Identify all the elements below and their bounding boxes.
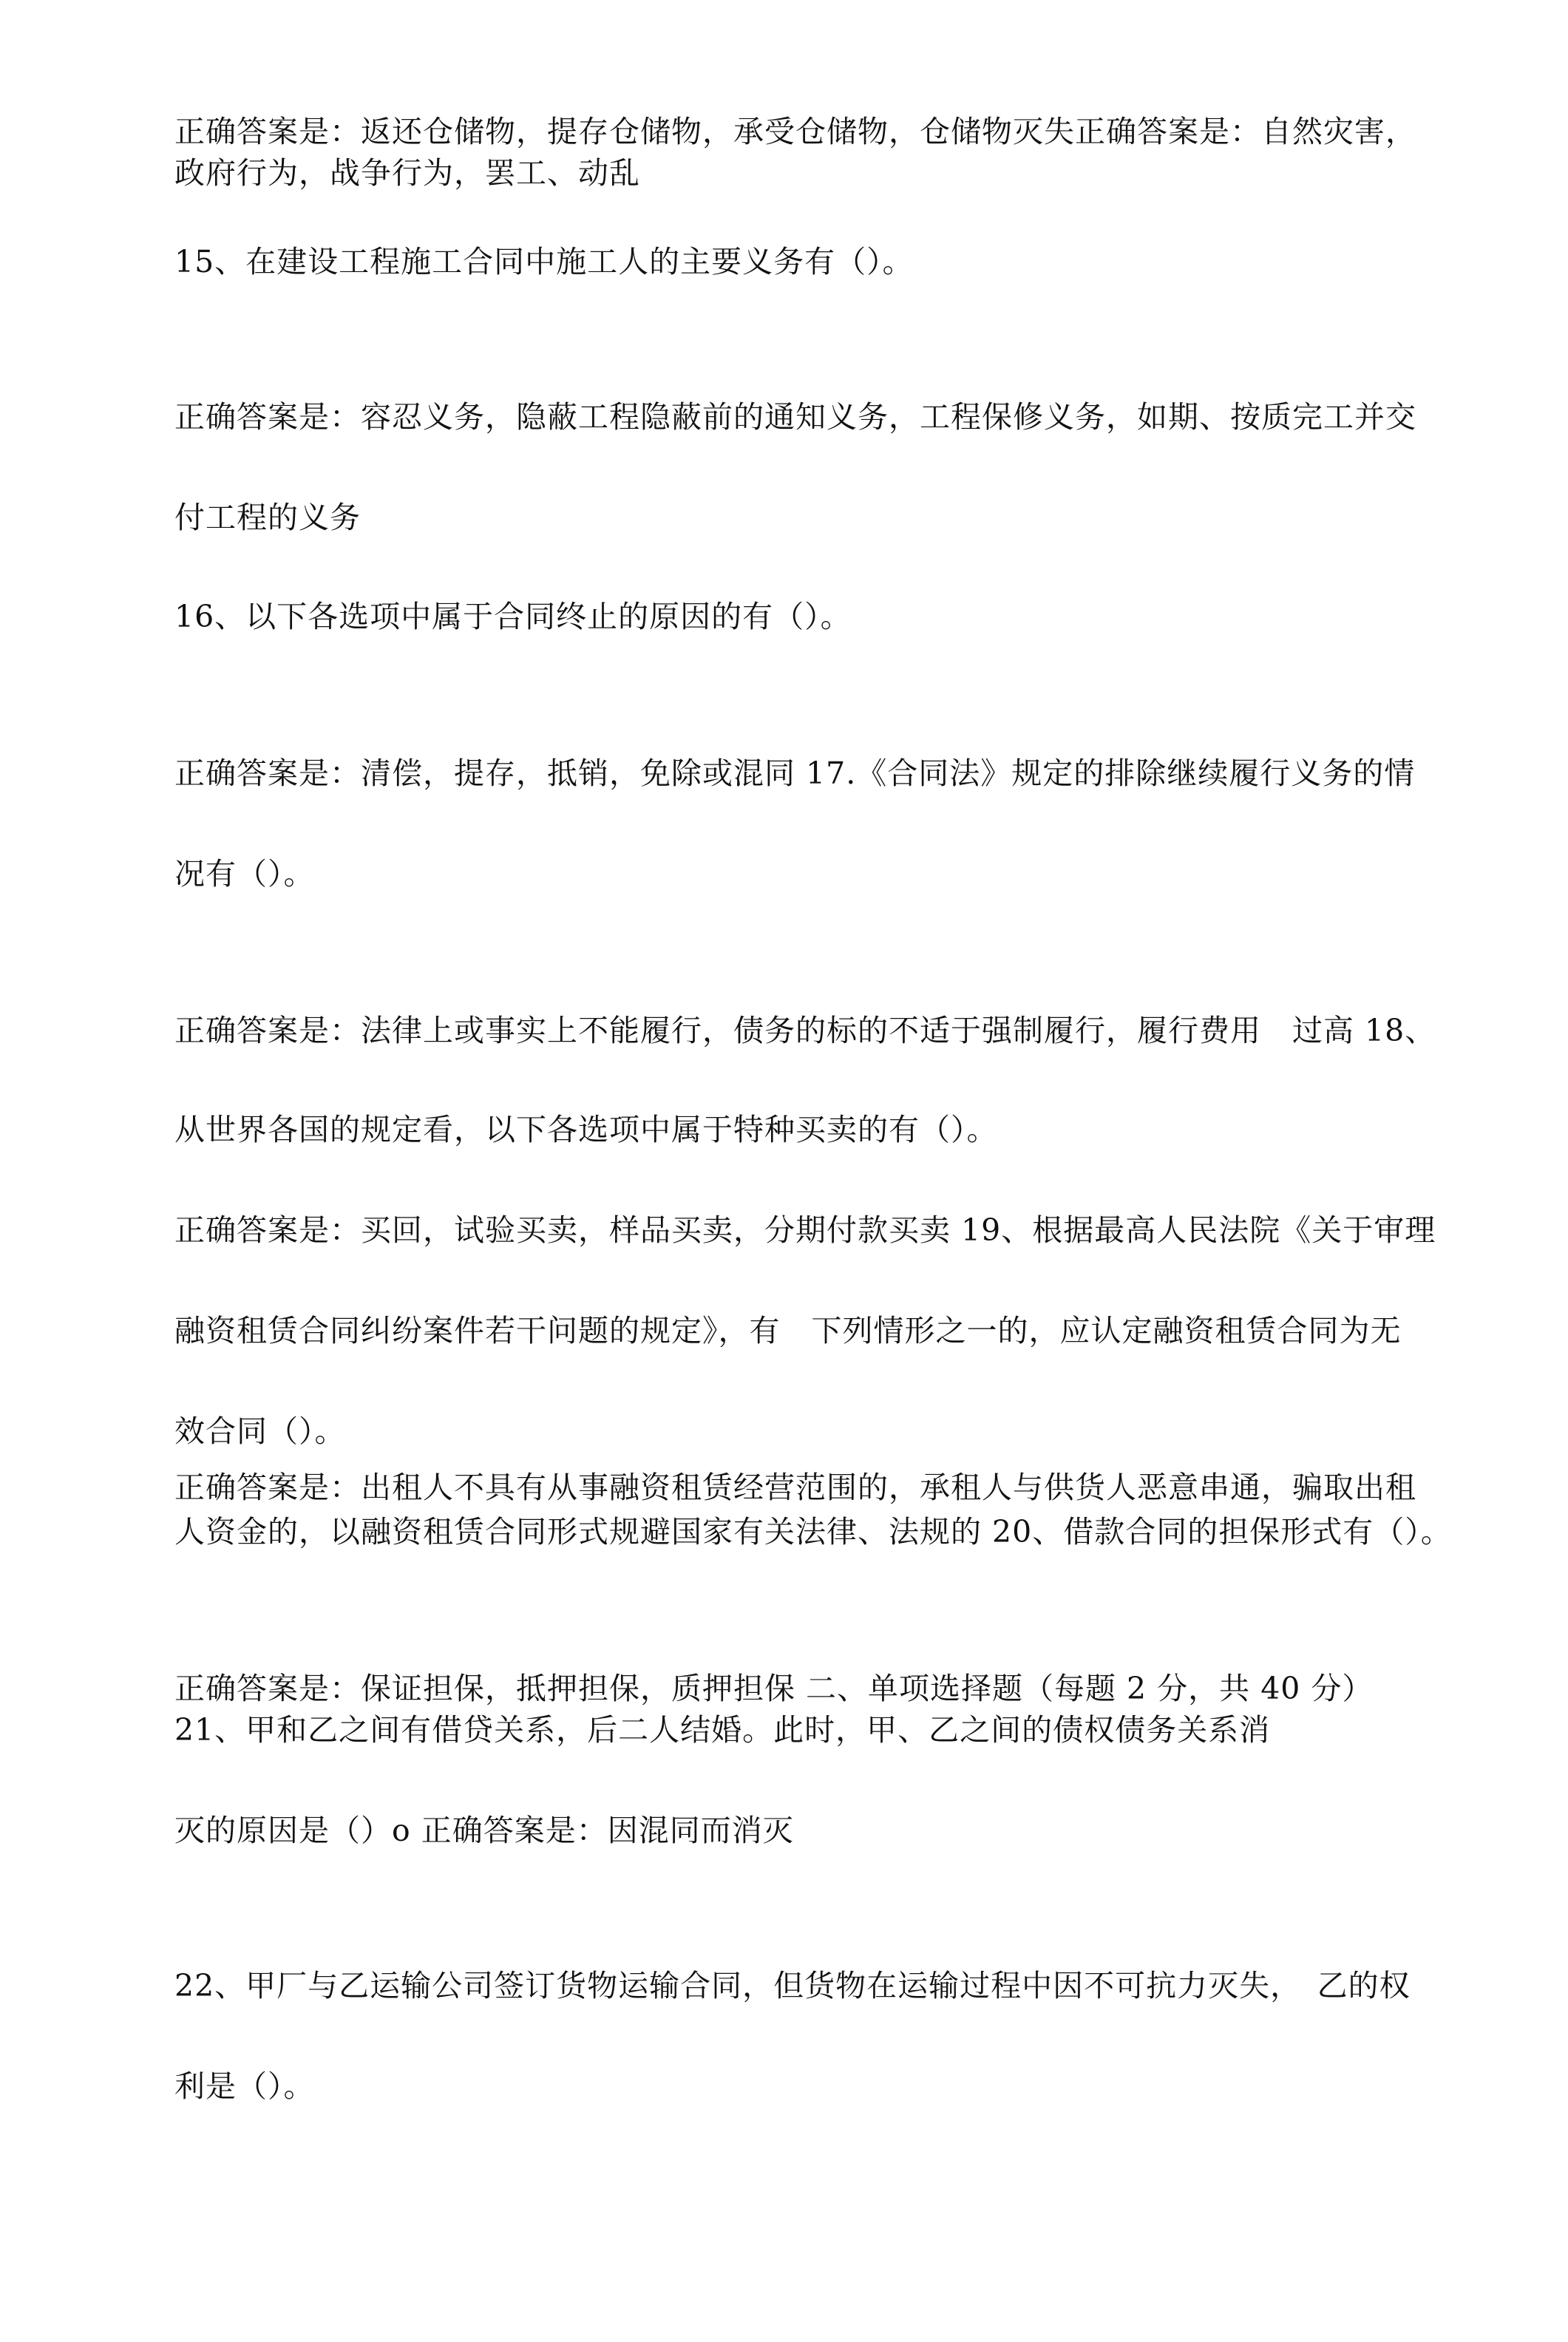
answer-line-17a: 正确答案是：法律上或事实上不能履行，债务的标的不适于强制履行，履行费用 过高 18、 xyxy=(174,1013,1436,1048)
answer-line-19b: 人资金的，以融资租赁合同形式规避国家有关法律、法规的 20、借款合同的担保形式有（）。 xyxy=(174,1514,1452,1550)
answer-line-20: 正确答案是：保证担保，抵押担保，质押担保 二、单项选择题（每题 2 分，共 40 分） xyxy=(174,1671,1374,1706)
answer-line-16a: 正确答案是：清偿，提存，抵销，免除或混同 17.《合同法》规定的排除继续履行义务的情 xyxy=(174,756,1416,791)
question-22a: 22、甲厂与乙运输公司签订货物运输合同，但货物在运输过程中因不可抗力灭失， 乙的权 xyxy=(174,1968,1411,2003)
answer-line-14a: 正确答案是：返还仓储物，提存仓储物，承受仓储物，仓储物灭失正确答案是：自然灾害， xyxy=(174,114,1416,149)
answer-line-14b: 政府行为，战争行为，罢工、动乱 xyxy=(174,155,640,191)
answer-line-16b: 况有（）。 xyxy=(174,856,315,892)
question-21b: 灭的原因是（）o 正确答案是：因混同而消灭 xyxy=(174,1813,794,1848)
answer-line-15b: 付工程的义务 xyxy=(174,500,361,535)
question-15: 15、在建设工程施工合同中施工人的主要义务有（）。 xyxy=(174,244,914,279)
answer-line-15a: 正确答案是：容忍义务，隐蔽工程隐蔽前的通知义务，工程保修义务，如期、按质完工并交 xyxy=(174,399,1416,435)
question-21a: 21、甲和乙之间有借贷关系，后二人结婚。此时，甲、乙之间的债权债务关系消 xyxy=(174,1712,1271,1748)
question-16: 16、以下各选项中属于合同终止的原因的有（）。 xyxy=(174,599,852,634)
answer-line-19a: 正确答案是：出租人不具有从事融资租赁经营范围的，承租人与供货人恶意串通，骗取出租 xyxy=(174,1470,1416,1505)
question-19a: 融资租赁合同纠纷案件若干问题的规定》，有 下列情形之一的，应认定融资租赁合同为无 xyxy=(174,1313,1402,1348)
answer-line-18a: 正确答案是：买回，试验买卖，样品买卖，分期付款买卖 19、根据最高人民法院《关于审理 xyxy=(174,1212,1436,1248)
question-18: 从世界各国的规定看，以下各选项中属于特种买卖的有（）。 xyxy=(174,1112,998,1147)
question-22b: 利是（）。 xyxy=(174,2068,315,2104)
question-19b: 效合同（）。 xyxy=(174,1413,346,1449)
